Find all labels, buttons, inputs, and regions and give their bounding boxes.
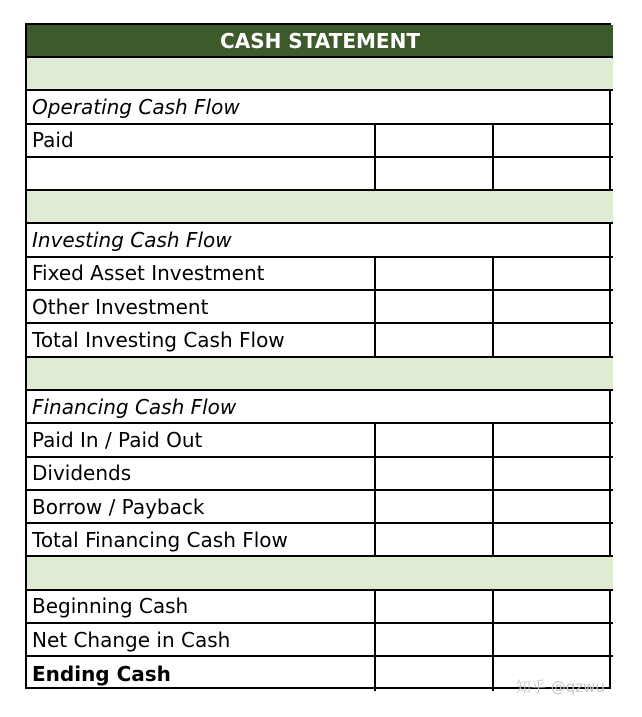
cash-statement-table	[25, 23, 611, 689]
row-label-ending-cash[interactable]: Ending Cash	[27, 657, 376, 690]
row-net-change-col2[interactable]	[376, 624, 494, 657]
row-fixed-asset-investment-col2[interactable]	[376, 258, 494, 291]
row-dividends-col2[interactable]	[376, 458, 494, 491]
spacer-row	[27, 58, 613, 91]
row-dividends-col3[interactable]	[494, 458, 613, 491]
row-borrow-payback-col2[interactable]	[376, 491, 494, 524]
row-label-paid-in-paid-out[interactable]: Paid In / Paid Out	[27, 424, 376, 457]
spacer-row	[27, 358, 613, 391]
row-label-fixed-asset-investment[interactable]: Fixed Asset Investment	[27, 258, 376, 291]
row-fixed-asset-investment-col3[interactable]	[494, 258, 613, 291]
row-other-investment-col3[interactable]	[494, 291, 613, 324]
row-label-net-change-in-cash[interactable]: Net Change in Cash	[27, 624, 376, 657]
row-label-paid[interactable]: Paid	[27, 125, 376, 158]
row-other-investment-col2[interactable]	[376, 291, 494, 324]
row-blank-col3[interactable]	[494, 158, 613, 191]
row-net-change-col3[interactable]	[494, 624, 613, 657]
table-title: CASH STATEMENT	[27, 25, 613, 58]
row-ending-cash-col2[interactable]	[376, 657, 494, 690]
spacer-row	[27, 191, 613, 224]
row-label-borrow-payback[interactable]: Borrow / Payback	[27, 491, 376, 524]
row-beginning-cash-col3[interactable]	[494, 591, 613, 624]
row-borrow-payback-col3[interactable]	[494, 491, 613, 524]
row-label-beginning-cash[interactable]: Beginning Cash	[27, 591, 376, 624]
section-investing-cash-flow: Investing Cash Flow	[27, 224, 613, 257]
section-operating-cash-flow: Operating Cash Flow	[27, 91, 613, 124]
spacer-row	[27, 557, 613, 590]
row-paid-in-paid-out-col3[interactable]	[494, 424, 613, 457]
row-label-total-financing-cash-flow[interactable]: Total Financing Cash Flow	[27, 524, 376, 557]
row-label-total-investing-cash-flow[interactable]: Total Investing Cash Flow	[27, 324, 376, 357]
section-financing-cash-flow: Financing Cash Flow	[27, 391, 613, 424]
row-total-financing-col2[interactable]	[376, 524, 494, 557]
row-total-financing-col3[interactable]	[494, 524, 613, 557]
row-total-investing-col2[interactable]	[376, 324, 494, 357]
row-paid-col2[interactable]	[376, 125, 494, 158]
row-beginning-cash-col2[interactable]	[376, 591, 494, 624]
row-label-dividends[interactable]: Dividends	[27, 458, 376, 491]
row-paid-col3[interactable]	[494, 125, 613, 158]
row-label-blank[interactable]	[27, 158, 376, 191]
watermark-text: 知乎 @qzwu	[516, 678, 605, 696]
row-paid-in-paid-out-col2[interactable]	[376, 424, 494, 457]
row-blank-col2[interactable]	[376, 158, 494, 191]
row-total-investing-col3[interactable]	[494, 324, 613, 357]
row-label-other-investment[interactable]: Other Investment	[27, 291, 376, 324]
